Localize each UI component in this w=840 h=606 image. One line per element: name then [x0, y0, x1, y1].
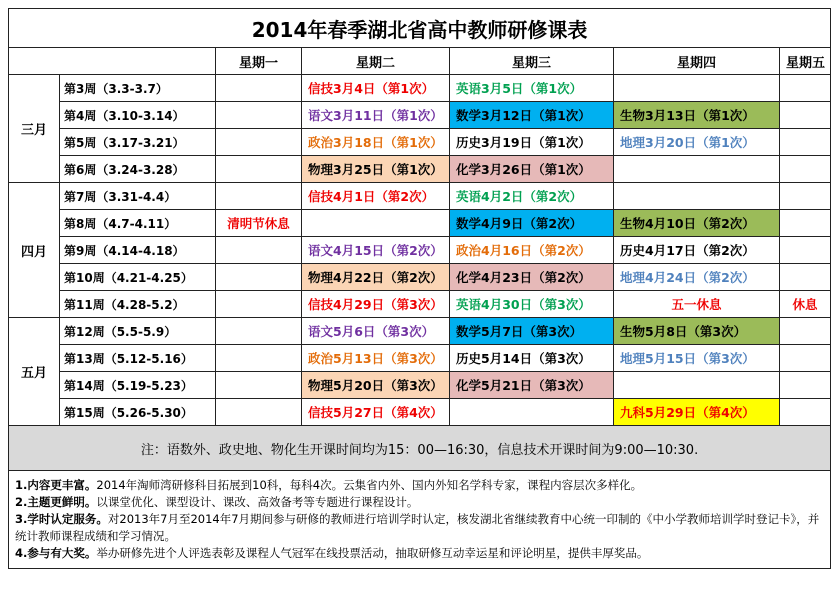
course-cell: 英语4月30日（第3次）: [450, 291, 614, 318]
cell-fri: [780, 372, 831, 399]
cell-thu: [614, 156, 780, 183]
week-label: 第5周（3.17-3.21）: [60, 129, 216, 156]
info-section: [9, 471, 831, 569]
week-label: 第15周（5.26-5.30）: [60, 399, 216, 426]
info-head: 1.内容更丰富。: [15, 478, 97, 492]
course-cell: 物理4月22日（第2次）: [302, 264, 450, 291]
course-cell: 英语4月2日（第2次）: [450, 183, 614, 210]
course-cell: 信技4月29日（第3次）: [302, 291, 450, 318]
course-cell: 信技4月1日（第2次）: [302, 183, 450, 210]
cell-mon: [216, 372, 302, 399]
cell-mon: [216, 318, 302, 345]
month-april: 四月: [9, 183, 60, 318]
cell-fri: [780, 237, 831, 264]
cell-mon: [216, 183, 302, 210]
header-monday: 星期一: [216, 48, 302, 75]
course-cell: 数学3月12日（第1次）: [450, 102, 614, 129]
course-cell: 九科5月29日（第4次）: [614, 399, 780, 426]
course-cell: 生物5月8日（第3次）: [614, 318, 780, 345]
header-tuesday: 星期二: [302, 48, 450, 75]
info-item: [15, 477, 824, 494]
course-cell: 生物4月10日（第2次）: [614, 210, 780, 237]
info-item: [15, 511, 824, 545]
schedule-sheet: [8, 8, 830, 569]
course-cell: 政治3月18日（第1次）: [302, 129, 450, 156]
cell-mon: [216, 102, 302, 129]
week-label: 第4周（3.10-3.14）: [60, 102, 216, 129]
cell-tue: [302, 210, 450, 237]
course-cell: 地理4月24日（第2次）: [614, 264, 780, 291]
info-body: 举办研修先进个人评选表彰及课程人气冠军在线投票活动，抽取研修互动幸运星和评论明星，提供丰厚奖品。: [96, 546, 649, 560]
week-label: 第8周（4.7-4.11）: [60, 210, 216, 237]
course-cell: 语文5月6日（第3次）: [302, 318, 450, 345]
cell-fri: [780, 129, 831, 156]
cell-fri: [780, 264, 831, 291]
month-may: 五月: [9, 318, 60, 426]
cell-mon: [216, 291, 302, 318]
course-cell: 地理5月15日（第3次）: [614, 345, 780, 372]
holiday-cell: 休息: [780, 291, 831, 318]
course-cell: 信技3月4日（第1次）: [302, 75, 450, 102]
cell-wed: [450, 399, 614, 426]
week-label: 第12周（5.5-5.9）: [60, 318, 216, 345]
cell-mon: [216, 264, 302, 291]
course-cell: 语文3月11日（第1次）: [302, 102, 450, 129]
week-label: 第13周（5.12-5.16）: [60, 345, 216, 372]
cell-fri: [780, 399, 831, 426]
cell-mon: [216, 399, 302, 426]
course-cell: 政治4月16日（第2次）: [450, 237, 614, 264]
course-cell: 化学5月21日（第3次）: [450, 372, 614, 399]
course-cell: 生物3月13日（第1次）: [614, 102, 780, 129]
holiday-cell: 五一休息: [614, 291, 780, 318]
course-cell: 语文4月15日（第2次）: [302, 237, 450, 264]
cell-fri: [780, 345, 831, 372]
cell-mon: [216, 345, 302, 372]
course-cell: 历史4月17日（第2次）: [614, 237, 780, 264]
info-head: 2.主题更鲜明。: [15, 495, 97, 509]
cell-thu: [614, 183, 780, 210]
cell-fri: [780, 156, 831, 183]
course-cell: 物理3月25日（第1次）: [302, 156, 450, 183]
course-cell: 物理5月20日（第3次）: [302, 372, 450, 399]
info-item: [15, 494, 824, 511]
course-cell: 历史5月14日（第3次）: [450, 345, 614, 372]
cell-thu: [614, 372, 780, 399]
week-label: 第6周（3.24-3.28）: [60, 156, 216, 183]
course-cell: 英语3月5日（第1次）: [450, 75, 614, 102]
info-head: 4.参与有大奖。: [15, 546, 97, 560]
week-label: 第14周（5.19-5.23）: [60, 372, 216, 399]
info-body: 以课堂优化、课型设计、课改、高效备考等专题进行课程设计。: [96, 495, 419, 509]
info-head: 3.学时认定服务。: [15, 512, 108, 526]
cell-thu: [614, 75, 780, 102]
info-item: [15, 545, 824, 562]
course-cell: 数学5月7日（第3次）: [450, 318, 614, 345]
week-label: 第9周（4.14-4.18）: [60, 237, 216, 264]
cell-mon: [216, 237, 302, 264]
week-label: 第3周（3.3-3.7）: [60, 75, 216, 102]
week-label: 第10周（4.21-4.25）: [60, 264, 216, 291]
course-cell: 地理3月20日（第1次）: [614, 129, 780, 156]
cell-fri: [780, 183, 831, 210]
cell-mon: [216, 75, 302, 102]
cell-fri: [780, 102, 831, 129]
page-title: 2014年春季湖北省高中教师研修课表: [9, 9, 831, 48]
month-march: 三月: [9, 75, 60, 183]
cell-fri: [780, 210, 831, 237]
cell-mon: [216, 156, 302, 183]
course-cell: 化学4月23日（第2次）: [450, 264, 614, 291]
course-cell: 信技5月27日（第4次）: [302, 399, 450, 426]
header-blank: [9, 48, 216, 75]
course-cell: 数学4月9日（第2次）: [450, 210, 614, 237]
header-thursday: 星期四: [614, 48, 780, 75]
header-friday: 星期五: [780, 48, 831, 75]
cell-mon: [216, 129, 302, 156]
info-body: 2014年淘师湾研修科目拓展到10科，每科4次。云集省内外、国内外知名学科专家，课程内容层次多样化。: [96, 478, 643, 492]
cell-fri: [780, 318, 831, 345]
info-body: 对2013年7月至2014年7月期间参与研修的教师进行培训学时认定，核发湖北省继续教育中心统一印制的《中小学教师培训学时登记卡》，并统计教师课程成绩和学习情况。: [15, 512, 820, 543]
course-cell: 化学3月26日（第1次）: [450, 156, 614, 183]
holiday-cell: 清明节休息: [216, 210, 302, 237]
week-label: 第7周（3.31-4.4）: [60, 183, 216, 210]
header-wednesday: 星期三: [450, 48, 614, 75]
course-cell: 政治5月13日（第3次）: [302, 345, 450, 372]
schedule-table: [8, 8, 831, 569]
course-cell: 历史3月19日（第1次）: [450, 129, 614, 156]
week-label: 第11周（4.28-5.2）: [60, 291, 216, 318]
cell-fri: [780, 75, 831, 102]
schedule-note: 注：语数外、政史地、物化生开课时间均为15：00—16:30，信息技术开课时间为9:00—10:30.: [9, 426, 831, 471]
